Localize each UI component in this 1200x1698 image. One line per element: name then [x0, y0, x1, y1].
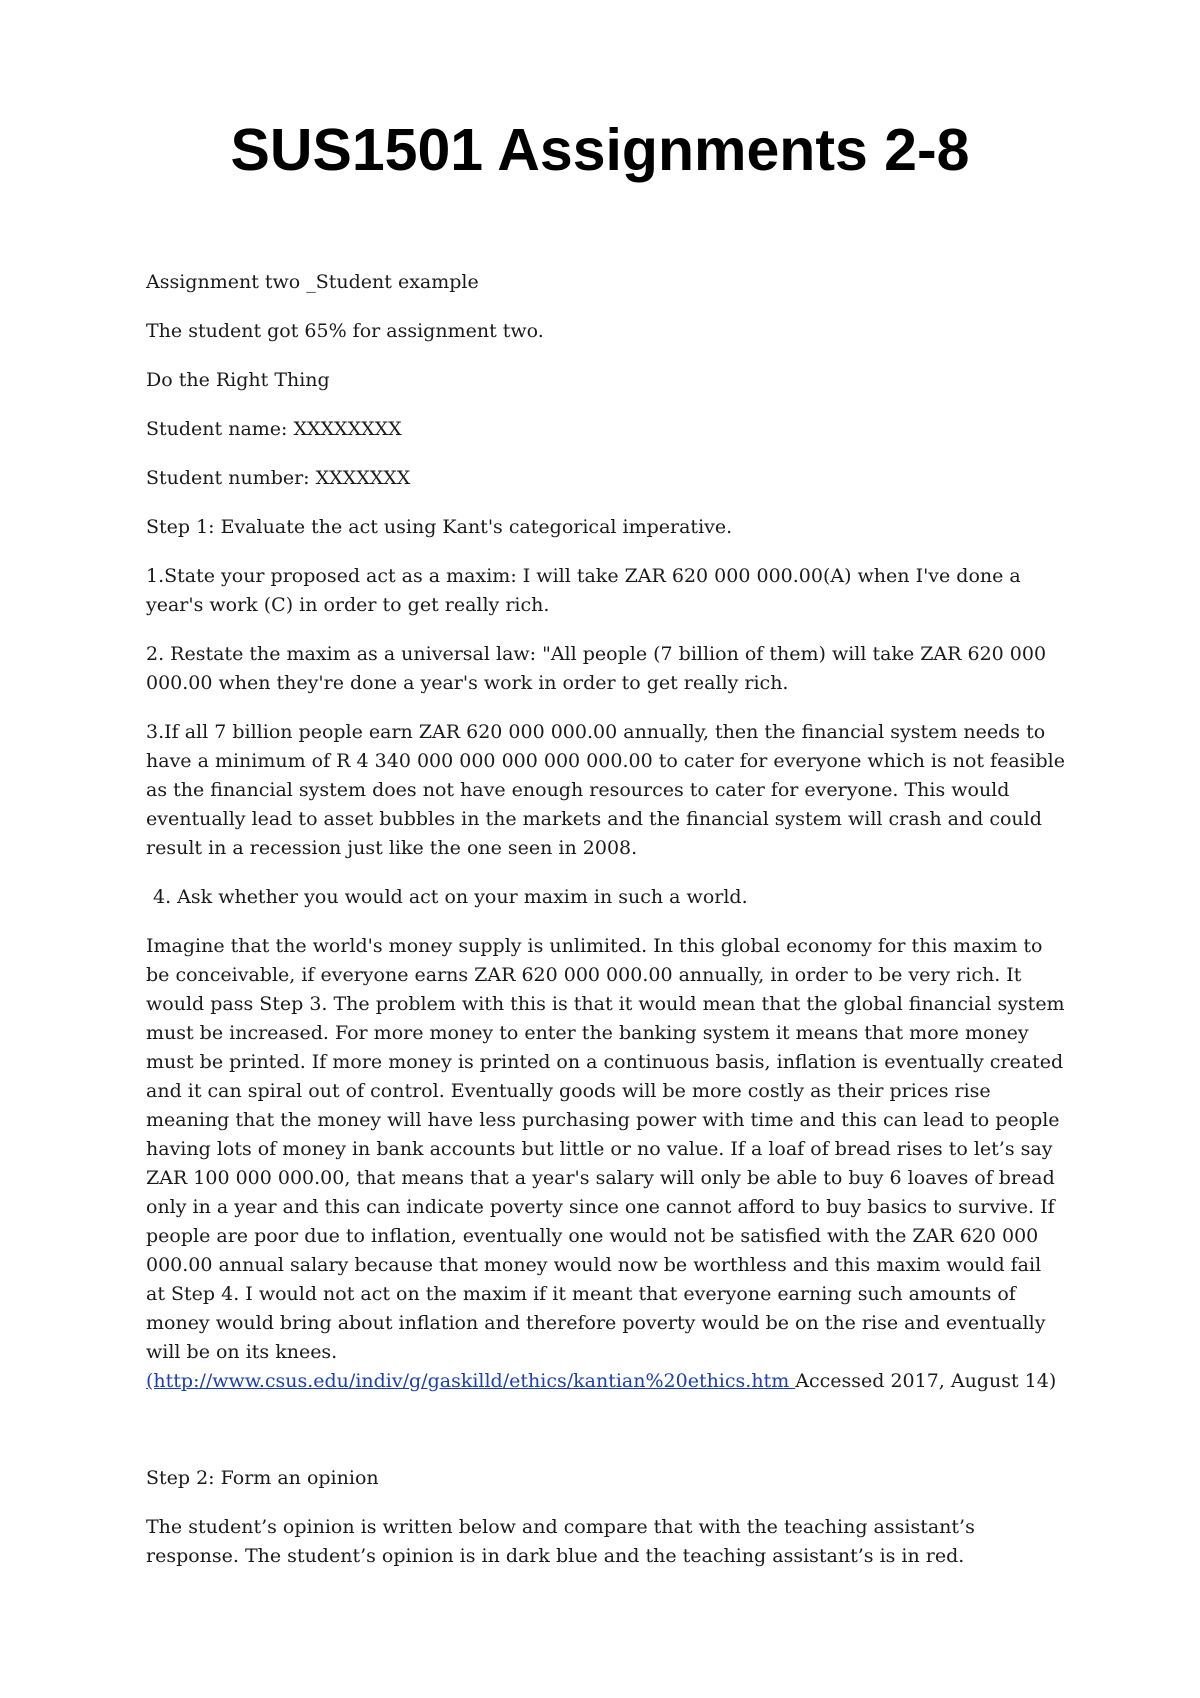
reference-link[interactable]: (http://www.csus.edu/indiv/g/gaskilld/ethics/kantian%20ethics.htm [146, 1370, 796, 1392]
financial-system-paragraph: 3.If all 7 billion people earn ZAR 620 000 000.00 annually, then the financial system needs to have a minimum of R 4 340 000 000 000 000 000.00 to cater for everyone which is not feasible as the financial system does not have enough resources to cater for everyone. This would eventually lead to asset bubbles in the markets and the financial system will crash and could result in a recession just like the one seen in 2008. [146, 721, 1065, 859]
step-2-heading: Step 2: Form an opinion [146, 1467, 379, 1489]
ask-maxim-paragraph: 4. Ask whether you would act on your maxim in such a world. [153, 886, 748, 908]
document-body [146, 268, 1066, 1591]
essay-title: Do the Right Thing [146, 369, 330, 391]
reference-accessed: Accessed 2017, August 14) [795, 1370, 1057, 1392]
student-name: Student name: XXXXXXXX [146, 418, 402, 440]
inflation-text: Imagine that the world's money supply is unlimited. In this global economy for this maxim to be conceivable, if everyone earns ZAR 620 000 000.00 annually, in order to be very rich. It would pass Step 3. The problem with this is that it would mean that the global financial system must be increased. For more money to enter the banking system it means that more money must be printed. If more money is printed on a continuous basis, inflation is eventually created and it can spiral out of control. Eventually goods will be more costly as their prices rise meaning that the money will have less purchasing power with time and this can lead to people having lots of money in bank accounts but little or no value. If a loaf of bread rises to let’s say ZAR 100 000 000.00, that means that a year's salary will only be able to buy 6 loaves of bread only in a year and this can indicate poverty since one cannot afford to buy basics to survive. If people are poor due to inflation, eventually one would not be satisfied with the ZAR 620 000 000.00 annual salary because that money would now be worthless and this maxim would fail at Step 4. I would not act on the maxim if it meant that everyone earning such amounts of money would bring about inflation and therefore poverty would be on the rise and eventually will be on its knees. [146, 935, 1065, 1363]
step-1-heading: Step 1: Evaluate the act using Kant's categorical imperative. [146, 516, 733, 538]
grade-statement: The student got 65% for assignment two. [146, 320, 544, 342]
universal-law-paragraph: 2. Restate the maxim as a universal law: "All people (7 billion of them) will take ZAR 620 000 000.00 when they're done a year's work in order to get really rich. [146, 643, 1047, 694]
maxim-paragraph: 1.State your proposed act as a maxim: I will take ZAR 620 000 000.00(A) when I've done a year's work (C) in order to get really rich. [146, 565, 1021, 616]
assignment-heading: Assignment two _Student example [146, 271, 479, 293]
student-number: Student number: XXXXXXX [146, 467, 411, 489]
inflation-paragraph [146, 932, 1066, 1396]
opinion-intro-paragraph: The student’s opinion is written below and compare that with the teaching assistant’s response. The student’s opinion is in dark blue and the teaching assistant’s is in red. [146, 1516, 975, 1567]
document-title: SUS1501 Assignments 2-8 [230, 117, 970, 183]
